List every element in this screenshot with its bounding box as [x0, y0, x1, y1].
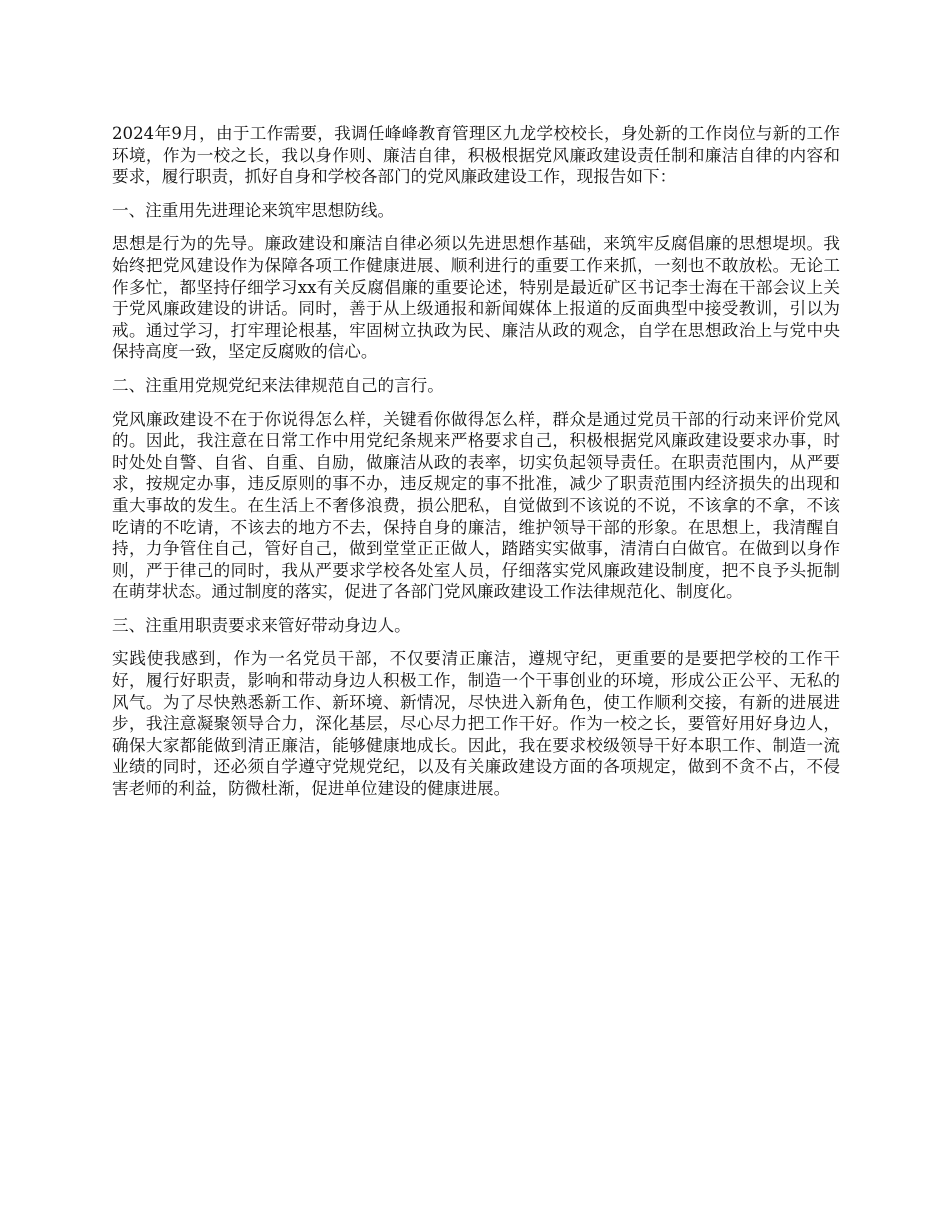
- intro-paragraph: 2024年9月，由于工作需要，我调任峰峰教育管理区九龙学校校长，身处新的工作岗位与新的工作环境，作为一校之长，我以身作则、廉洁自律，积极根据党风廉政建设责任制和廉洁自律的内容和要求，履行职责，抓好自身和学校各部门的党风廉政建设工作，现报告如下：: [112, 124, 840, 187]
- section-heading-2: 二、注重用党规党纪来法律规范自己的言行。: [112, 375, 444, 395]
- section-heading-3: 三、注重用职责要求来管好带动身边人。: [112, 615, 411, 635]
- section-3-paragraph: 实践使我感到，作为一名党员干部，不仅要清正廉洁，遵规守纪，更重要的是要把学校的工作干好，履行好职责，影响和带动身边人积极工作，制造一个干事创业的环境，形成公正公平、无私的风气。为了尽快熟悉新工作、新环境、新情况，尽快进入新角色，使工作顺利交接，有新的进展进步，我注意凝聚领导合力，深化基层，尽心尽力把工作干好。作为一校之长，要管好用好身边人，确保大家都能做到清正廉洁，能够健康地成长。因此，我在要求校级领导干好本职工作、制造一流业绩的同时，还必须自学遵守党规党纪，以及有关廉政建设方面的各项规定，做到不贪不占，不侵害老师的利益，防微杜渐，促进单位建设的健康进展。: [112, 649, 840, 799]
- section-heading-1: 一、注重用先进理论来筑牢思想防线。: [112, 200, 395, 220]
- section-1-paragraph: 思想是行为的先导。廉政建设和廉洁自律必须以先进思想作基础，来筑牢反腐倡廉的思想堤坝。我始终把党风建设作为保障各项工作健康进展、顺利进行的重要工作来抓，一刻也不敢放松。无论工作多忙，都坚持仔细学习xx有关反腐倡廉的重要论述，特别是最近矿区书记李士海在干部会议上关于党风廉政建设的讲话。同时，善于从上级通报和新闻媒体上报道的反面典型中接受教训，引以为戒。通过学习，打牢理论根基，牢固树立执政为民、廉洁从政的观念，自学在思想政治上与党中央保持高度一致，坚定反腐败的信心。: [112, 234, 840, 362]
- document-page: [112, 123, 840, 812]
- section-2-paragraph: 党风廉政建设不在于你说得怎么样，关键看你做得怎么样，群众是通过党员干部的行动来评价党风的。因此，我注意在日常工作中用党纪条规来严格要求自己，积极根据党风廉政建设要求办事，时时处处自警、自省、自重、自励，做廉洁从政的表率，切实负起领导责任。在职责范围内，从严要求，按规定办事，违反原则的事不办，违反规定的事不批准，减少了职责范围内经济损失的出现和重大事故的发生。在生活上不奢侈浪费，损公肥私，自觉做到不该说的不说，不该拿的不拿，不该吃请的不吃请，不该去的地方不去，保持自身的廉洁，维护领导干部的形象。在思想上，我清醒自持，力争管住自己，管好自己，做到堂堂正正做人，踏踏实实做事，清清白白做官。在做到以身作则，严于律己的同时，我从严要求学校各处室人员，仔细落实党风廉政建设制度，把不良予头扼制在萌芽状态。通过制度的落实，促进了各部门党风廉政建设工作法律规范化、制度化。: [112, 409, 840, 602]
